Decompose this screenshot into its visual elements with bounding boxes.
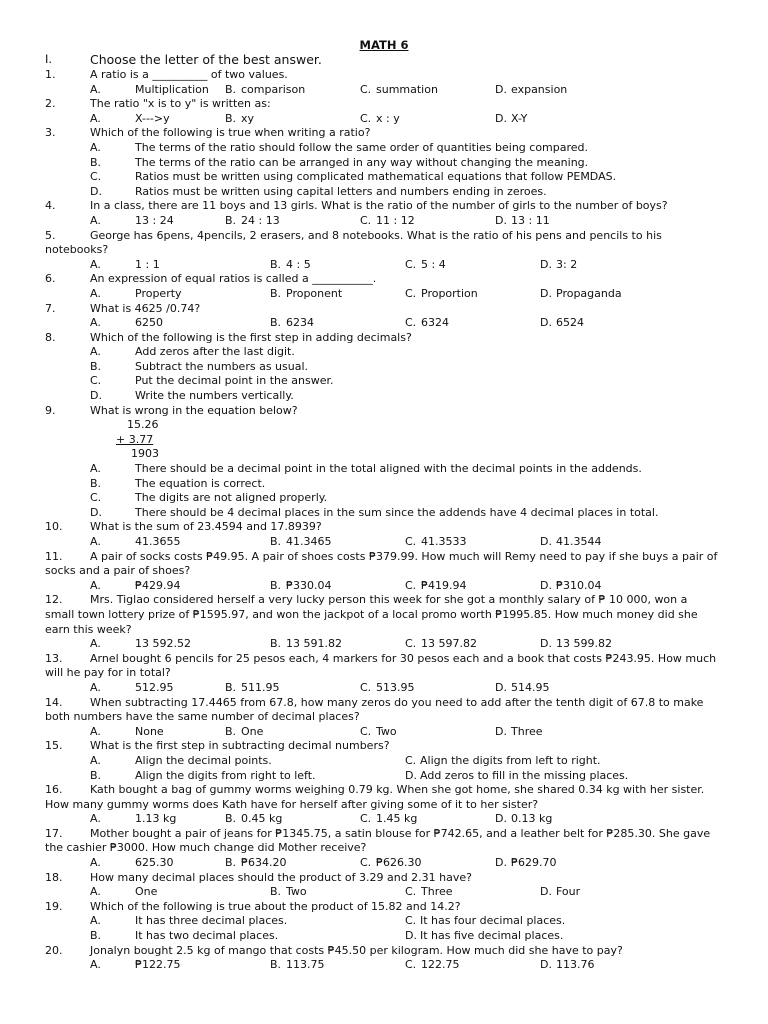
option-letter: C.	[405, 637, 417, 651]
option-letter: C.	[405, 286, 417, 300]
question-continuation	[0, 841, 768, 856]
option-letter: A.	[90, 462, 101, 476]
section-instruction: Choose the letter of the best answer.	[90, 52, 322, 67]
option-text: 512.95	[135, 680, 174, 694]
option-letter: A.	[90, 82, 101, 96]
question-row	[0, 783, 768, 798]
option-text: comparison	[241, 82, 306, 96]
question-text: A ratio is a __________ of two values.	[90, 68, 288, 81]
option-row	[0, 156, 768, 171]
question-continuation	[0, 564, 768, 579]
question-number: 19.	[45, 899, 63, 913]
option-text: 13 597.82	[421, 637, 477, 651]
option-text: 511.95	[241, 680, 280, 694]
option-text: It has three decimal places.	[135, 914, 288, 928]
question-row	[0, 827, 768, 842]
option-letter: C.	[360, 724, 372, 738]
option-text: The equation is correct.	[135, 476, 266, 490]
question-row	[0, 520, 768, 535]
option-text: Three	[511, 724, 543, 738]
option-text: xy	[241, 111, 255, 125]
option-text: 11 : 12	[376, 213, 415, 227]
option-text: ₱310.04	[556, 578, 602, 592]
option-text: ₱634.20	[241, 856, 287, 870]
option-letter: D.	[90, 389, 102, 403]
option-text: Add zeros to fill in the missing places.	[420, 768, 629, 782]
option-row	[0, 316, 768, 331]
question-text: In a class, there are 11 boys and 13 girls. What is the ratio of the number of girls to the number of boys?	[90, 199, 668, 213]
option-choice: C.	[405, 914, 417, 928]
question-text: Which of the following is true when writing a ratio?	[90, 126, 371, 140]
option-letter: D.	[540, 578, 552, 592]
question-row	[0, 871, 768, 886]
option-letter: A.	[90, 213, 101, 227]
option-row	[0, 83, 768, 98]
option-row	[0, 345, 768, 360]
option-text: ₱626.30	[376, 856, 422, 870]
question-continuation	[0, 623, 768, 638]
question-text: Mother bought a pair of jeans for ₱1345.75, a satin blouse for ₱742.65, and a leather belt for ₱285.30. She gave	[90, 826, 711, 840]
option-letter: A.	[90, 753, 101, 767]
option-text: summation	[376, 82, 438, 96]
question-continuation	[0, 243, 768, 258]
question-text: Which of the following is the first step in adding decimals?	[90, 330, 412, 344]
option-row	[0, 287, 768, 302]
option-text: Align the digits from left to right.	[420, 753, 601, 767]
option-text: ₱419.94	[421, 578, 467, 592]
option-text: Ratios must be written using complicated mathematical equations that follow PEMDAS.	[135, 170, 617, 184]
option-letter: C.	[360, 213, 372, 227]
option-text: Align the digits from right to left.	[135, 768, 316, 782]
option-text: Ratios must be written using capital letters and numbers ending in zeroes.	[135, 184, 547, 198]
option-letter: B.	[90, 768, 102, 782]
option-text: 514.95	[511, 680, 550, 694]
question-text: When subtracting 17.4465 from 67.8, how many zeros do you need to add after the tenth digit of 67.8 to make	[90, 695, 704, 709]
option-text: X-Y	[511, 111, 528, 125]
work-line	[0, 447, 768, 462]
option-text: It has four decimal places.	[420, 914, 566, 928]
option-row	[0, 506, 768, 521]
option-choice: D.	[405, 929, 417, 943]
question-text: notebooks?	[45, 243, 109, 257]
option-text: Write the numbers vertically.	[135, 389, 294, 403]
option-text: There should be a decimal point in the total aligned with the decimal points in the addends.	[135, 462, 642, 476]
option-row	[0, 462, 768, 477]
option-letter: C.	[360, 812, 372, 826]
option-row	[0, 389, 768, 404]
question-text: Arnel bought 6 pencils for 25 pesos each, 4 markers for 30 pesos each and a book that costs ₱243.95. How much	[90, 651, 717, 665]
question-text: George has 6pens, 4pencils, 2 erasers, and 8 notebooks. What is the ratio of his pens and pencils to his	[90, 228, 662, 242]
question-continuation	[0, 666, 768, 681]
option-row	[0, 477, 768, 492]
question-row	[0, 97, 768, 112]
question-number: 11.	[45, 549, 63, 563]
option-text: 6234	[286, 316, 314, 330]
option-text: ₱429.94	[135, 578, 181, 592]
section-number: I.	[45, 52, 53, 66]
option-letter: C.	[405, 257, 417, 271]
question-text: socks and a pair of shoes?	[45, 564, 191, 578]
option-row	[0, 579, 768, 594]
question-text: A pair of socks costs ₱49.95. A pair of shoes costs ₱379.99. How much will Remy need to pay if she buys a pair of	[90, 549, 718, 563]
question-row	[0, 944, 768, 959]
option-text: ₱629.70	[511, 856, 557, 870]
question-number: 1.	[45, 68, 56, 81]
option-letter: A.	[90, 286, 101, 300]
question-number: 20.	[45, 943, 63, 957]
option-text: Align the decimal points.	[135, 753, 272, 767]
question-text: both numbers have the same number of decimal places?	[45, 710, 360, 724]
option-letter: B.	[225, 82, 237, 96]
option-text: Two	[286, 885, 307, 899]
option-letter: C.	[360, 680, 372, 694]
question-text: Which of the following is true about the product of 15.82 and 14.2?	[90, 899, 461, 913]
option-letter: A.	[90, 637, 101, 651]
option-text: 122.75	[421, 958, 460, 972]
question-number: 17.	[45, 826, 63, 840]
option-letter: D.	[495, 724, 507, 738]
option-text: It has two decimal places.	[135, 929, 279, 943]
question-text: the cashier ₱3000. How much change did Mother receive?	[45, 841, 367, 855]
option-letter: D.	[495, 680, 507, 694]
question-number: 10.	[45, 520, 63, 534]
option-text: 1.13 kg	[135, 812, 177, 826]
option-letter: A.	[90, 535, 101, 548]
option-text: Put the decimal point in the answer.	[135, 374, 334, 388]
option-text: 13 592.52	[135, 637, 191, 651]
question-row	[0, 696, 768, 711]
option-letter: D.	[540, 885, 552, 899]
question-number: 7.	[45, 301, 56, 315]
option-row	[0, 170, 768, 185]
option-text: 5 : 4	[421, 257, 446, 271]
option-letter: D.	[540, 257, 552, 271]
question-continuation	[0, 798, 768, 813]
question-row	[0, 593, 768, 608]
question-number: 16.	[45, 783, 63, 797]
option-text: 41.3655	[135, 535, 181, 548]
work-line	[0, 433, 768, 448]
option-choice: D.	[405, 768, 417, 782]
option-letter: A.	[90, 140, 101, 154]
option-letter: C.	[405, 958, 417, 972]
option-letter: D.	[540, 316, 552, 330]
option-letter: A.	[90, 958, 101, 972]
question-text: Kath bought a bag of gummy worms weighing 0.79 kg. When she got home, she shared 0.34 kg with her sister.	[90, 783, 705, 797]
option-letter: B.	[225, 856, 237, 870]
option-letter: C.	[360, 82, 372, 96]
option-letter: D.	[495, 812, 507, 826]
option-text: 0.45 kg	[241, 812, 283, 826]
question-text: What is wrong in the equation below?	[90, 403, 298, 417]
option-letter: B.	[225, 680, 237, 694]
question-number: 4.	[45, 199, 56, 213]
question-text: How many gummy worms does Kath have for herself after giving some of it to her sister?	[45, 797, 539, 811]
option-letter: A.	[90, 914, 101, 928]
question-number: 5.	[45, 228, 56, 242]
question-text: What is the sum of 23.4594 and 17.8939?	[90, 520, 322, 534]
option-row	[0, 929, 768, 944]
option-letter: B.	[90, 155, 102, 169]
question-text: An expression of equal ratios is called a ___________.	[90, 272, 377, 286]
option-letter: C.	[90, 170, 102, 184]
option-row	[0, 258, 768, 273]
question-text: will he pay for in total?	[45, 666, 171, 680]
option-letter: C.	[90, 491, 102, 505]
question-text: What is the first step in subtracting decimal numbers?	[90, 739, 390, 753]
option-letter: C.	[405, 535, 417, 548]
option-text: The terms of the ratio can be arranged in any way without changing the meaning.	[135, 155, 589, 169]
question-text: Mrs. Tiglao considered herself a very lucky person this week for she got a monthly salary of ₱ 10 000, won a	[90, 593, 688, 607]
option-letter: D.	[540, 958, 552, 972]
option-letter: A.	[90, 345, 101, 359]
section-header	[45, 52, 745, 68]
question-number: 2.	[45, 97, 56, 111]
option-letter: B.	[90, 929, 102, 943]
option-text: Three	[421, 885, 453, 899]
option-row	[0, 535, 768, 550]
option-letter: B.	[270, 316, 282, 330]
option-text: Four	[556, 885, 581, 899]
option-letter: D.	[540, 535, 552, 548]
option-letter: A.	[90, 316, 101, 330]
option-letter: B.	[225, 812, 237, 826]
option-letter: D.	[90, 505, 102, 519]
option-letter: C.	[360, 111, 372, 125]
option-letter: D.	[495, 213, 507, 227]
option-letter: B.	[270, 257, 282, 271]
option-text: Subtract the numbers as usual.	[135, 359, 309, 373]
option-letter: B.	[225, 111, 237, 125]
work-value: 1903	[131, 447, 159, 461]
option-letter: A.	[90, 111, 101, 125]
question-number: 12.	[45, 593, 63, 607]
page-title: MATH 6	[359, 38, 409, 52]
option-letter: B.	[225, 724, 237, 738]
option-letter: D.	[495, 856, 507, 870]
option-text: There should be 4 decimal places in the sum since the addends have 4 decimal places in total.	[135, 505, 659, 519]
option-text: 24 : 13	[241, 213, 280, 227]
option-letter: A.	[90, 885, 101, 899]
question-number: 3.	[45, 126, 56, 140]
option-text: 6324	[421, 316, 449, 330]
option-letter: D.	[540, 637, 552, 651]
option-letter: C.	[405, 316, 417, 330]
question-text: Jonalyn bought 2.5 kg of mango that costs ₱45.50 per kilogram. How much did she have to pay?	[90, 943, 623, 957]
option-letter: D.	[495, 111, 507, 125]
option-row	[0, 885, 768, 900]
questions-list	[0, 68, 768, 973]
option-text: 13 591.82	[286, 637, 342, 651]
option-text: Multiplication	[135, 82, 209, 96]
option-letter: B.	[225, 213, 237, 227]
question-number: 15.	[45, 739, 63, 753]
option-row	[0, 360, 768, 375]
option-text: expansion	[511, 82, 568, 96]
option-row	[0, 681, 768, 696]
question-row	[0, 550, 768, 565]
question-text: earn this week?	[45, 622, 132, 636]
option-letter: A.	[90, 856, 101, 870]
option-text: 13 599.82	[556, 637, 612, 651]
question-number: 6.	[45, 272, 56, 286]
option-text: 0.13 kg	[511, 812, 553, 826]
question-continuation	[0, 608, 768, 623]
option-text: 6524	[556, 316, 584, 330]
option-text: 4 : 5	[286, 257, 311, 271]
option-letter: B.	[90, 476, 102, 490]
option-row	[0, 112, 768, 127]
question-number: 14.	[45, 695, 63, 709]
option-row	[0, 914, 768, 929]
option-row	[0, 812, 768, 827]
option-letter: B.	[270, 958, 282, 972]
option-letter: B.	[270, 535, 282, 548]
work-value: + 3.77	[116, 432, 154, 446]
option-text: Add zeros after the last digit.	[135, 345, 295, 359]
option-letter: D.	[90, 184, 102, 198]
option-row	[0, 185, 768, 200]
option-row	[0, 374, 768, 389]
option-text: Two	[376, 724, 397, 738]
question-row	[0, 126, 768, 141]
option-text: 513.95	[376, 680, 415, 694]
option-row	[0, 769, 768, 784]
question-row	[0, 229, 768, 244]
question-row	[0, 199, 768, 214]
option-row	[0, 725, 768, 740]
question-text: What is 4625 /0.74?	[90, 301, 201, 315]
option-text: Property	[135, 286, 182, 300]
option-text: 1.45 kg	[376, 812, 418, 826]
option-choice: C.	[405, 753, 417, 767]
option-letter: B.	[90, 359, 102, 373]
question-text: small town lottery prize of ₱1595.97, and won the jackpot of a local promo worth ₱1995.85. How much money did she	[45, 607, 698, 621]
question-row	[0, 331, 768, 346]
option-row	[0, 491, 768, 506]
option-text: Propaganda	[556, 286, 622, 300]
option-text: The digits are not aligned properly.	[135, 491, 328, 505]
option-text: 1 : 1	[135, 257, 160, 271]
question-number: 8.	[45, 330, 56, 344]
option-text: 13 : 11	[511, 213, 550, 227]
question-continuation	[0, 710, 768, 725]
option-text: One	[241, 724, 264, 738]
option-letter: B.	[270, 578, 282, 592]
option-row	[0, 214, 768, 229]
question-text: The ratio "x is to y" is written as:	[90, 97, 271, 111]
option-text: x : y	[376, 111, 400, 125]
option-letter: C.	[405, 578, 417, 592]
option-text: 13 : 24	[135, 213, 174, 227]
work-value: 15.26	[127, 418, 159, 432]
option-row	[0, 754, 768, 769]
option-text: 3: 2	[556, 257, 578, 271]
option-row	[0, 856, 768, 871]
question-row	[0, 302, 768, 317]
option-letter: C.	[360, 856, 372, 870]
option-text: X--->y	[135, 111, 170, 125]
option-text: ₱330.04	[286, 578, 332, 592]
option-text: None	[135, 724, 164, 738]
option-text: It has five decimal places.	[420, 929, 564, 943]
question-row	[0, 900, 768, 915]
option-letter: D.	[495, 82, 507, 96]
option-letter: A.	[90, 680, 101, 694]
option-text: 41.3465	[286, 535, 332, 548]
question-text: How many decimal places should the product of 3.29 and 2.31 have?	[90, 870, 473, 884]
option-letter: A.	[90, 257, 101, 271]
option-letter: A.	[90, 812, 101, 826]
question-row	[0, 652, 768, 667]
option-text: Proportion	[421, 286, 478, 300]
option-letter: A.	[90, 724, 101, 738]
option-row	[0, 958, 768, 973]
question-row	[0, 68, 768, 83]
question-number: 9.	[45, 403, 56, 417]
question-row	[0, 404, 768, 419]
option-text: 6250	[135, 316, 163, 330]
option-text: 113.75	[286, 958, 325, 972]
option-row	[0, 637, 768, 652]
option-letter: B.	[270, 637, 282, 651]
option-text: 113.76	[556, 958, 595, 972]
option-text: One	[135, 885, 158, 899]
option-text: ₱122.75	[135, 958, 181, 972]
option-letter: B.	[270, 885, 282, 899]
option-text: 41.3533	[421, 535, 467, 548]
question-row	[0, 272, 768, 287]
option-text: The terms of the ratio should follow the same order of quantities being compared.	[135, 140, 589, 154]
option-letter: C.	[90, 374, 102, 388]
question-row	[0, 739, 768, 754]
question-number: 18.	[45, 870, 63, 884]
option-row	[0, 141, 768, 156]
option-letter: D.	[540, 286, 552, 300]
option-text: Proponent	[286, 286, 343, 300]
option-letter: B.	[270, 286, 282, 300]
option-text: 41.3544	[556, 535, 602, 548]
option-letter: C.	[405, 885, 417, 899]
question-number: 13.	[45, 651, 63, 665]
option-letter: A.	[90, 578, 101, 592]
work-line	[0, 418, 768, 433]
option-text: 625.30	[135, 856, 174, 870]
